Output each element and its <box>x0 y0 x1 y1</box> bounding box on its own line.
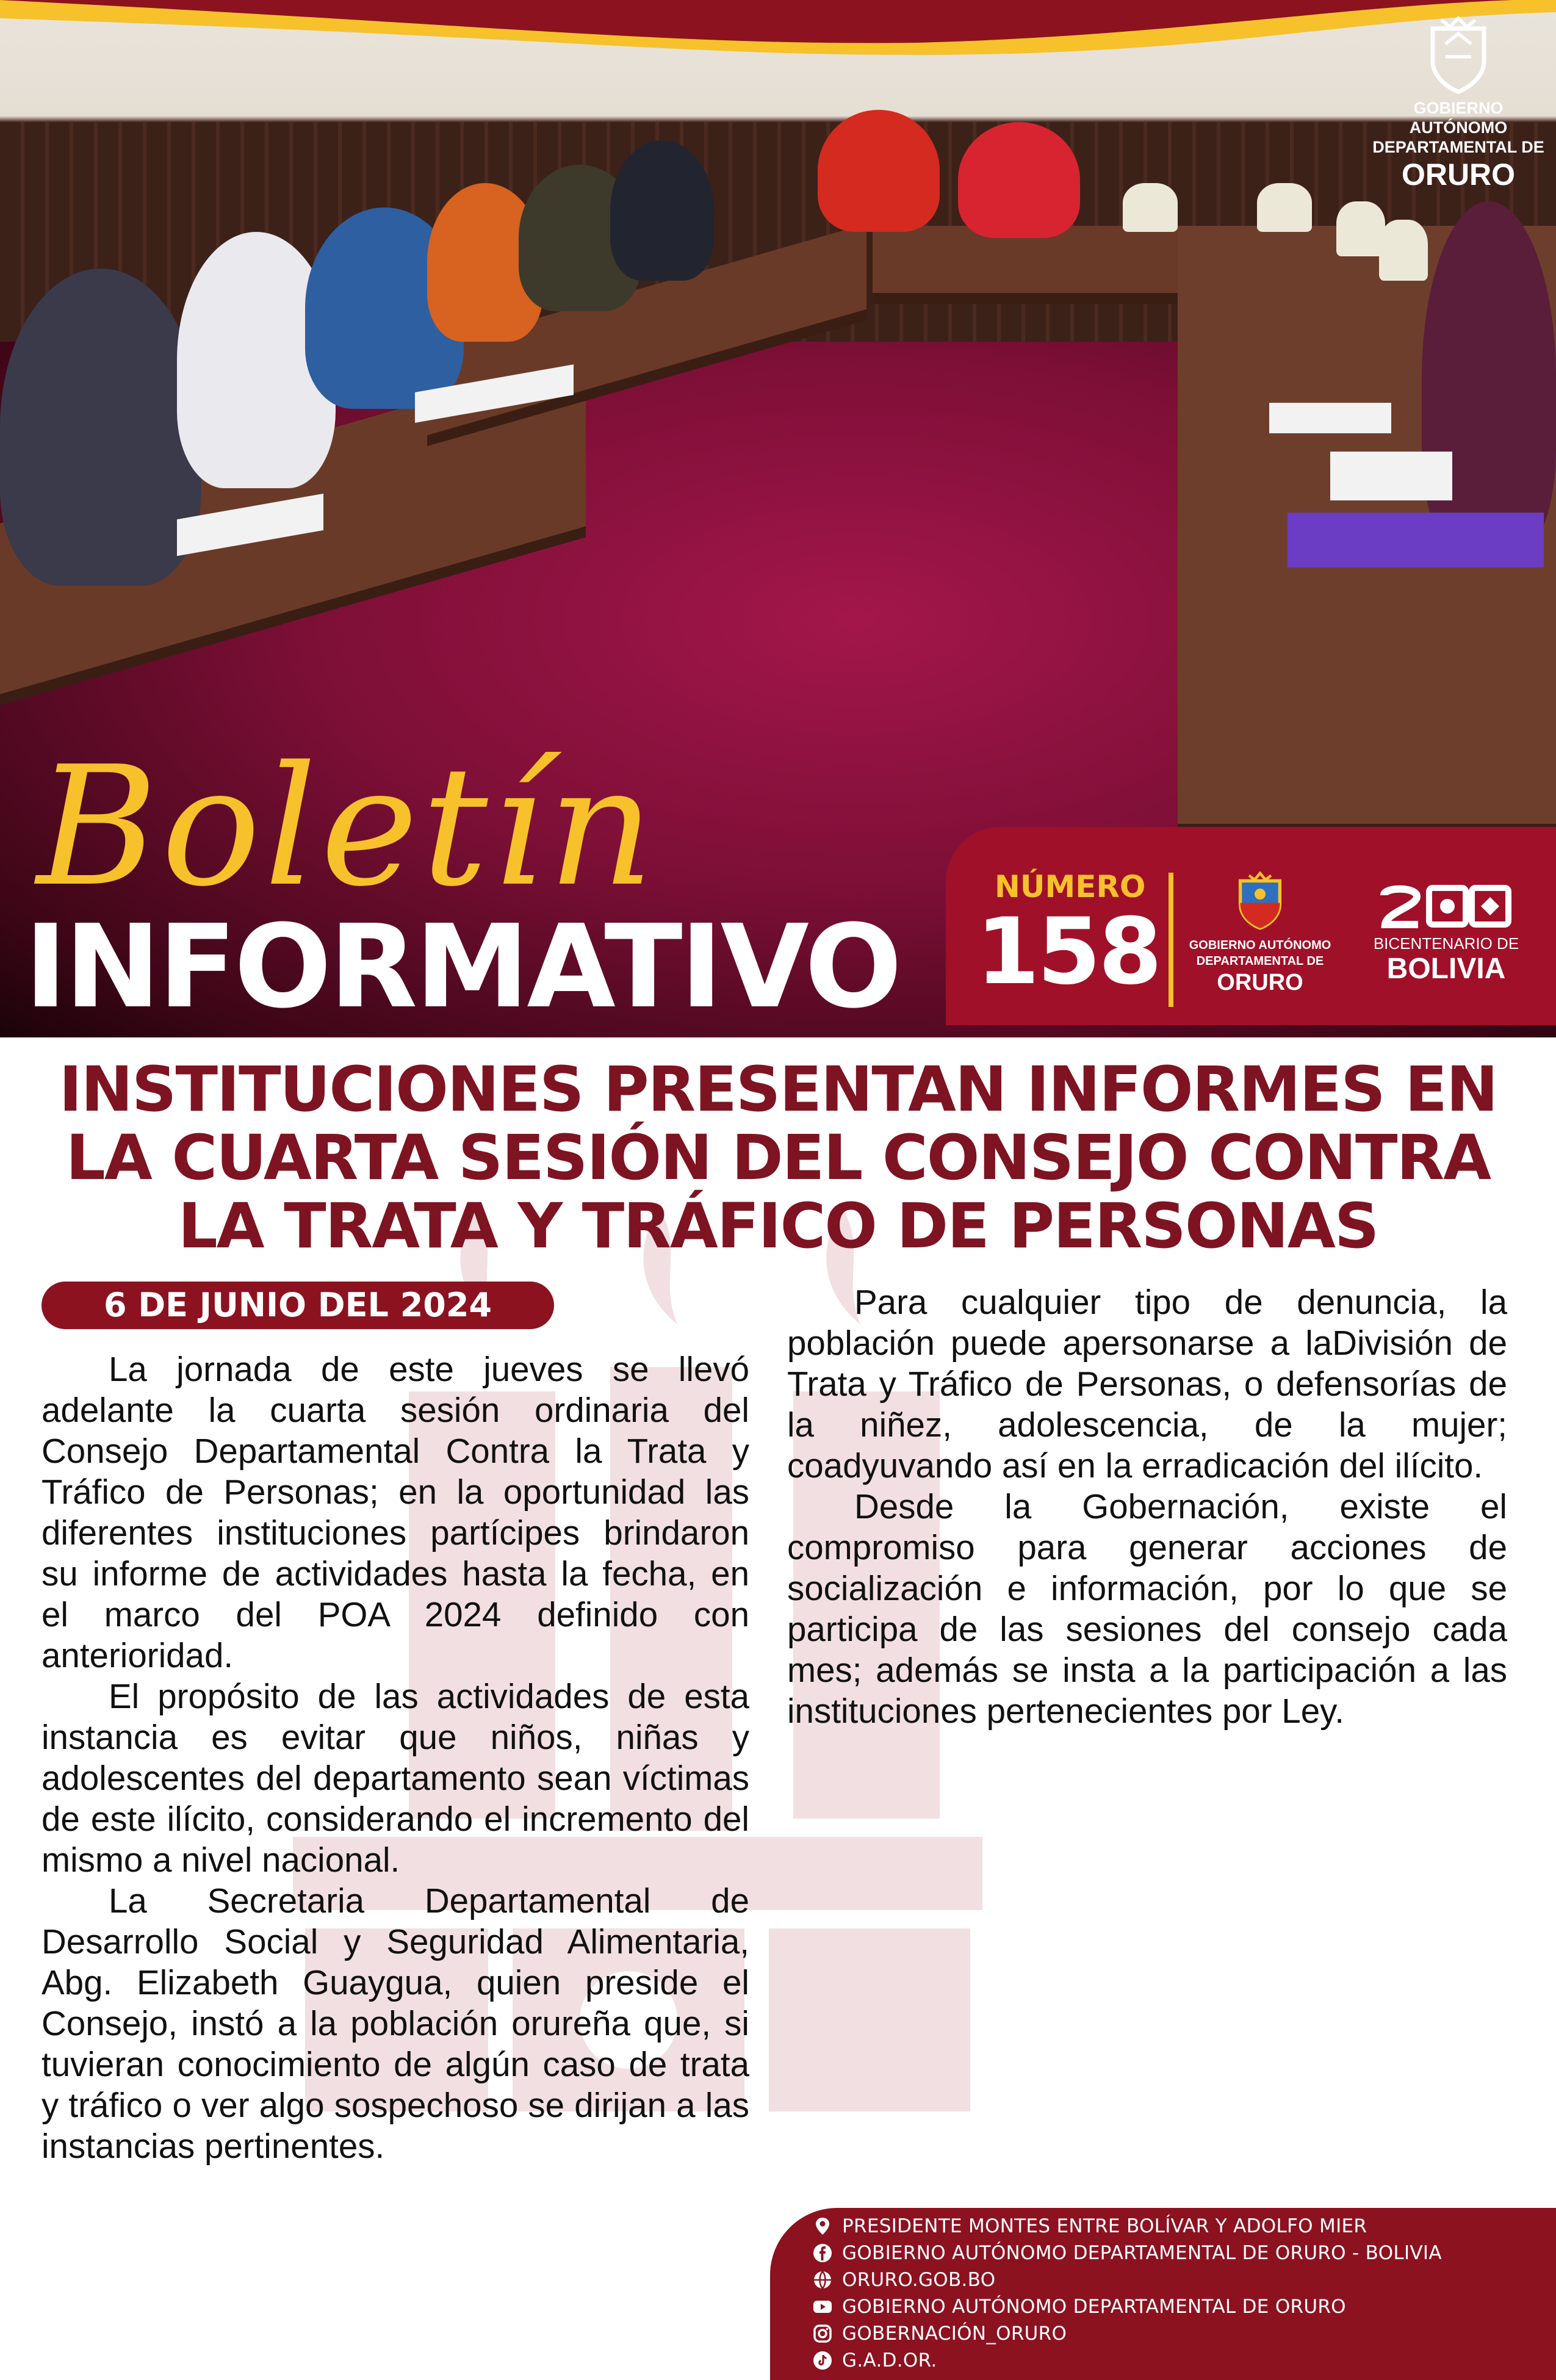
chair-4 <box>1379 220 1428 281</box>
footer-item-instagram[interactable] <box>813 2320 1067 2347</box>
person-9 <box>1422 201 1556 555</box>
paragraph-4: Para cualquier tipo de denuncia, la población puede apersonarse a laDivisión de Trata y Tráfico de Personas, o defensorías de la niñez, adolescencia, de la mujer; coadyuvando así en la erradicación del ilícito. <box>787 1283 1507 1485</box>
person-8 <box>958 122 1080 238</box>
chair-2 <box>1257 183 1312 232</box>
gad-logo-line3: ORURO <box>1217 970 1303 995</box>
numero-label: NÚMERO <box>995 869 1146 904</box>
paragraph-1: La jornada de este jueves se llevó adelante la cuarta sesión ordinaria del Consejo Departamental Contra la Trata y Tráfico de Personas; en la oportunidad las diferentes instituciones partícipes brindaron su informe de actividades hasta la fecha, en el marco del POA 2024 definido con anterioridad. <box>41 1350 749 1675</box>
logo-top-line3: ORURO <box>1401 157 1516 192</box>
chair-3 <box>1336 201 1385 256</box>
footer-youtube-text: GOBIERNO AUTÓNOMO DEPARTAMENTAL DE ORURO <box>842 2296 1346 2318</box>
headline-line-1: INSTITUCIONES PRESENTAN INFORMES EN <box>59 1053 1497 1126</box>
footer-address-text: PRESIDENTE MONTES ENTRE BOLÍVAR Y ADOLFO MIER <box>842 2215 1367 2237</box>
tiktok-icon <box>813 2351 832 2370</box>
logo-top-line1: GOBIERNO AUTÓNOMO <box>1409 99 1508 137</box>
footer-item-tiktok[interactable] <box>813 2347 937 2374</box>
paragraph-2: El propósito de las actividades de esta instancia es evitar que niños, niñas y adolescentes del departamento sean víctimas de este ilícito, considerando el incremento del mismo a nivel nacional. <box>41 1677 749 1879</box>
issue-badge <box>946 827 1556 1025</box>
gad-oruro-logo-top <box>1367 6 1550 192</box>
bicentenario-200-mark <box>1379 882 1513 931</box>
shield-crest-icon <box>1233 870 1288 931</box>
paper-4 <box>1330 452 1452 500</box>
person-7 <box>818 110 940 232</box>
bicentenario-line1: BICENTENARIO DE <box>1373 934 1519 953</box>
gad-logo-line1: GOBIERNO AUTÓNOMO <box>1189 939 1331 952</box>
gad-logo-line2: DEPARTAMENTAL DE <box>1196 954 1324 968</box>
logo-top-line2: DEPARTAMENTAL DE <box>1372 138 1544 156</box>
paper-5 <box>1288 513 1544 568</box>
footer-tiktok-text: G.A.D.OR. <box>842 2349 937 2371</box>
top-wave <box>0 0 1556 116</box>
paper-3 <box>1269 403 1391 433</box>
bicentenario-line2: BOLIVIA <box>1386 953 1506 985</box>
facebook-icon <box>813 2243 832 2263</box>
paragraph-3: La Secretaria Departamental de Desarrollo Social y Seguridad Alimentaria, Abg. Elizabeth Guaygua, quien preside el Consejo, instó a la población orureña que, si tuvieran conocimiento de algún caso de trata y tráfico o ver algo sospechoso se dirijan a las instancias pertinentes. <box>41 1881 749 2165</box>
numero-value: 158 <box>976 899 1160 1005</box>
article-headline <box>18 1053 1538 1263</box>
footer-instagram-text: GOBERNACIÓN_ORURO <box>842 2323 1067 2345</box>
person-6 <box>610 140 714 281</box>
bicentenario-logo <box>1361 882 1532 985</box>
location-pin-icon <box>813 2216 832 2236</box>
article-column-left <box>41 1349 749 2166</box>
boletin-script-title: Boletín <box>37 730 658 923</box>
instagram-icon <box>813 2324 832 2343</box>
footer-item-web[interactable] <box>813 2266 995 2293</box>
contact-footer <box>770 2208 1556 2380</box>
gad-oruro-logo-badge <box>1187 870 1333 996</box>
footer-item-address <box>813 2213 1367 2240</box>
footer-web-text: ORURO.GOB.BO <box>842 2269 996 2291</box>
paragraph-5: Desde la Gobernación, existe el compromiso para generar acciones de socialización e información, por lo que se participa de las sesiones del consejo cada mes; además se insta a la participación a las instituciones pertenecientes por Ley. <box>787 1487 1507 1730</box>
badge-divider <box>1169 873 1173 1007</box>
informativo-title: INFORMATIVO <box>24 900 900 1034</box>
crest-icon <box>1416 10 1501 95</box>
footer-item-facebook[interactable] <box>813 2240 1442 2266</box>
chair-1 <box>1123 183 1178 232</box>
web-globe-icon <box>813 2270 832 2290</box>
headline-line-2: LA CUARTA SESIÓN DEL CONSEJO CONTRA <box>65 1122 1491 1194</box>
article-column-right <box>787 1282 1507 1731</box>
footer-facebook-text: GOBIERNO AUTÓNOMO DEPARTAMENTAL DE ORURO - BOLIVIA <box>842 2242 1442 2264</box>
youtube-icon <box>813 2297 832 2317</box>
headline-line-3: LA TRATA Y TRÁFICO DE PERSONAS <box>178 1190 1378 1263</box>
footer-item-youtube[interactable] <box>813 2293 1346 2320</box>
person-1 <box>0 269 201 586</box>
header-photo <box>0 0 1556 1037</box>
date-badge: 6 DE JUNIO DEL 2024 <box>41 1282 554 1329</box>
